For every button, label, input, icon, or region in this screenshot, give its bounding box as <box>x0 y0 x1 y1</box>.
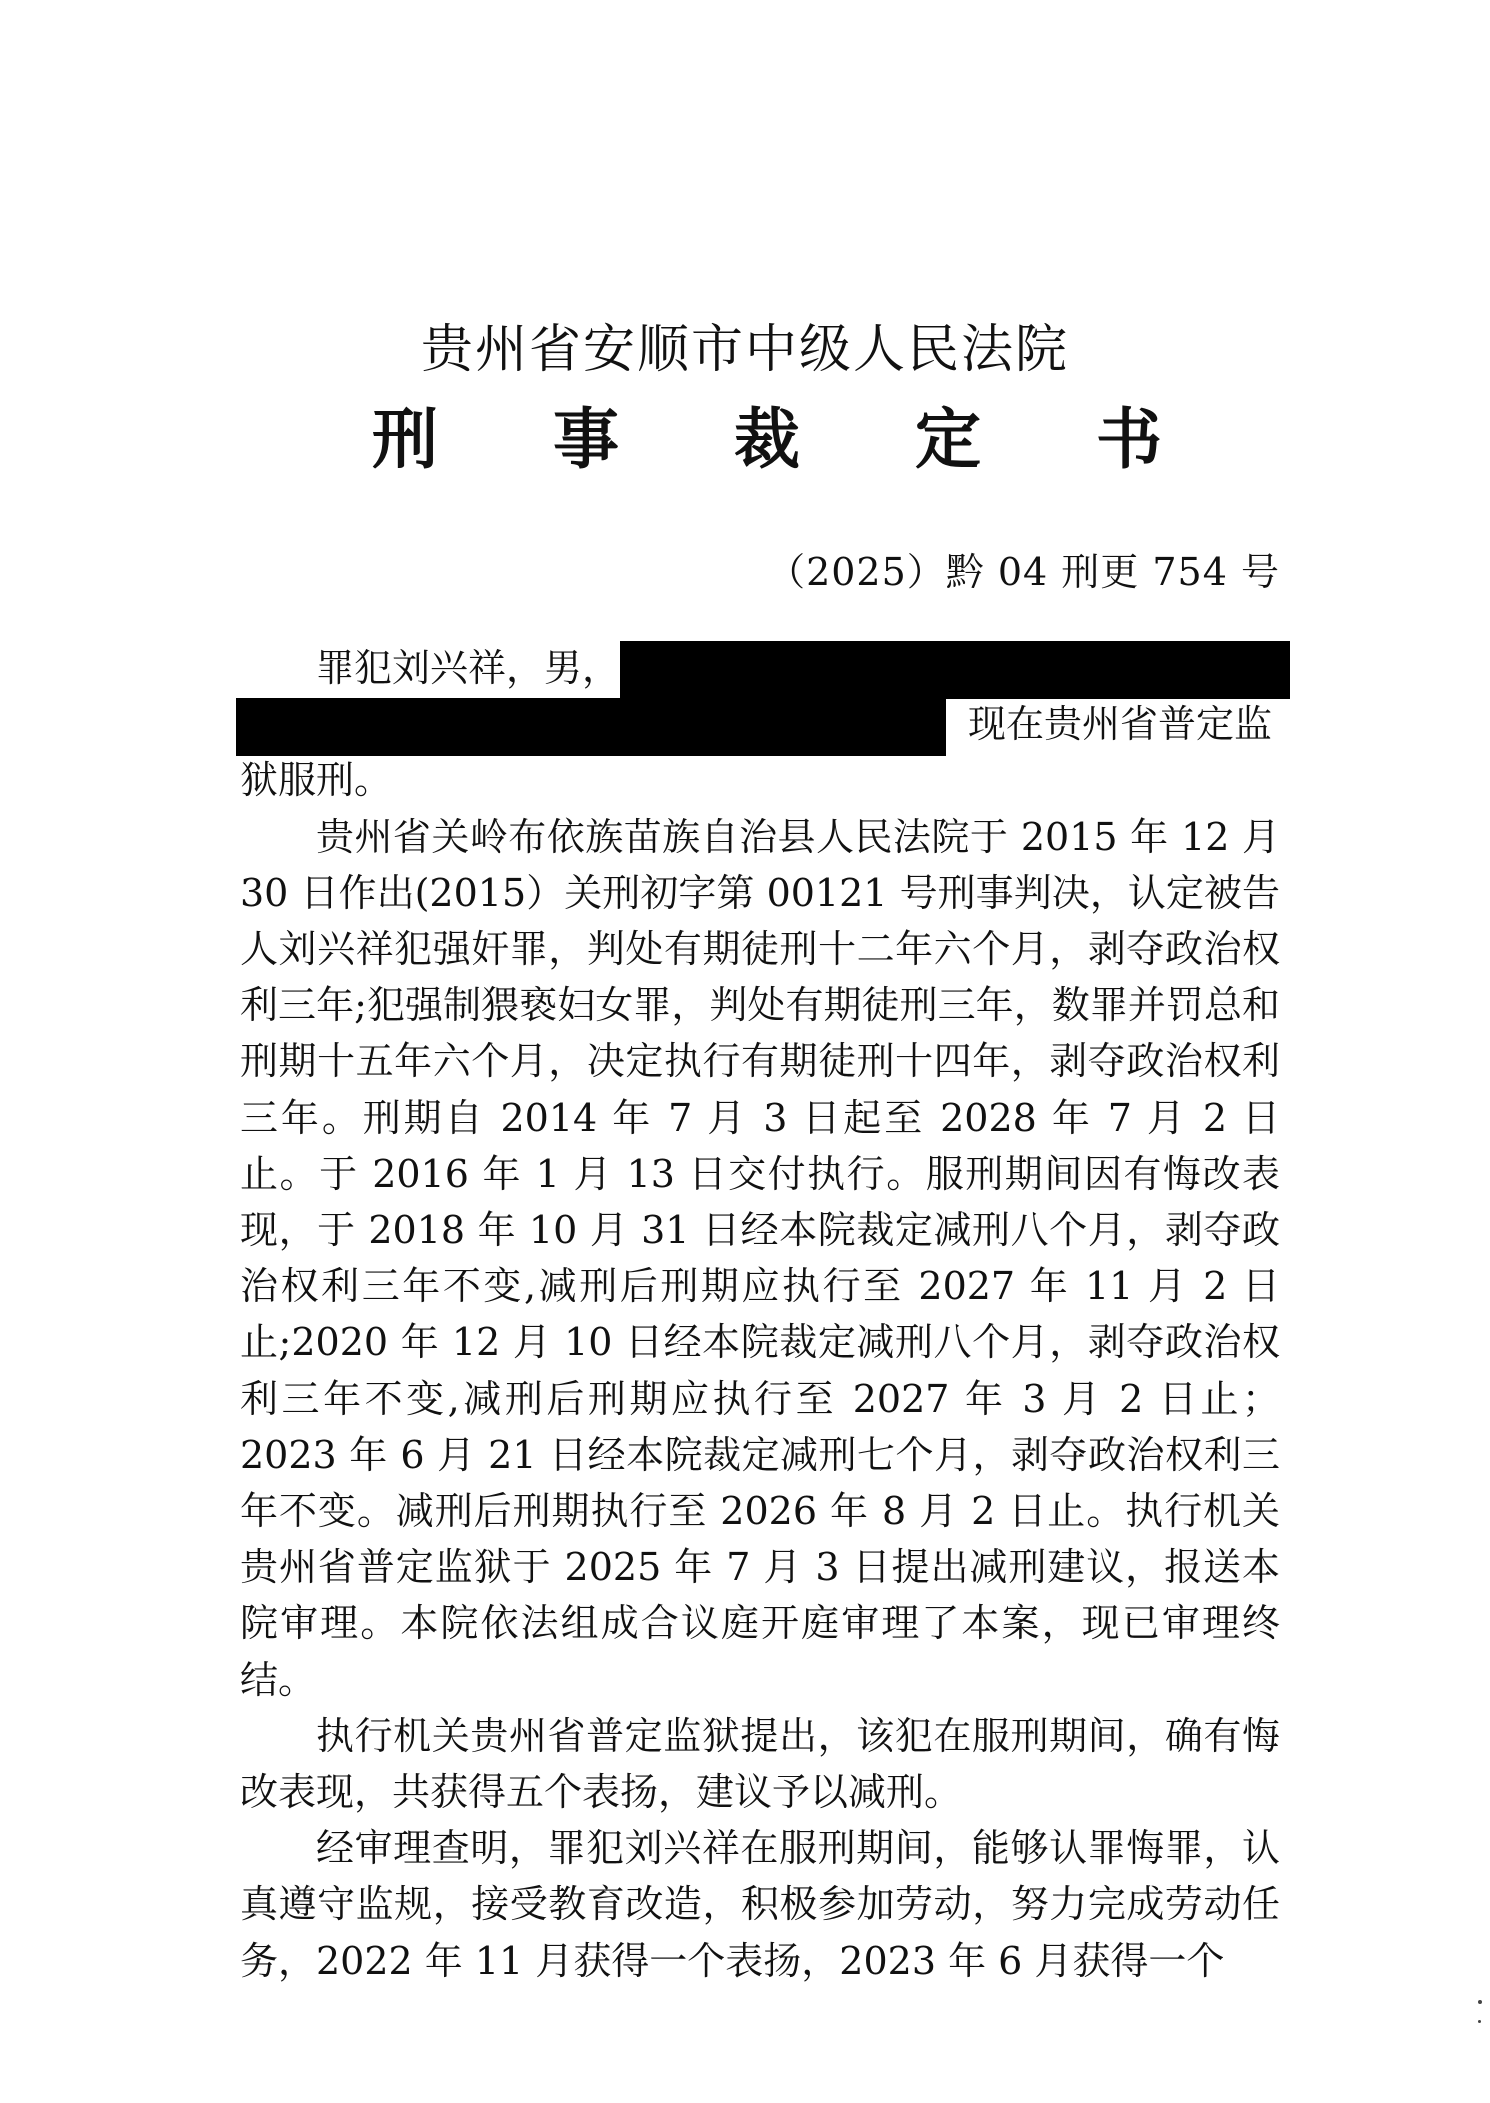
defendant-line-3: 狱服刑。 <box>240 758 393 803</box>
redaction-block <box>236 698 946 756</box>
case-number: （2025）黔 04 刑更 754 号 <box>767 550 1280 594</box>
title-char: 裁 <box>734 401 800 478</box>
court-name: 贵州省安顺市中级人民法院 <box>420 320 1069 380</box>
redaction-block <box>620 641 1290 699</box>
title-char: 书 <box>1096 401 1162 478</box>
paragraph-findings: 经审理查明，罪犯刘兴祥在服刑期间，能够认罪悔罪，认真遵守监规，接受教育改造，积极参加劳动，努力完成劳动任务，2022 年 11 月获得一个表扬，2023 年 6 月获得一个 <box>240 1826 1280 1983</box>
defendant-line-2: 现在贵州省普定监 <box>967 702 1272 747</box>
document-title <box>372 400 1162 480</box>
title-char: 定 <box>915 401 981 478</box>
scan-speck <box>1478 2000 1482 2004</box>
paragraph-proposal: 执行机关贵州省普定监狱提出，该犯在服刑期间，确有悔改表现，共获得五个表扬，建议予以减刑。 <box>240 1713 1280 1815</box>
scan-speck <box>1478 2020 1481 2023</box>
paragraph-history: 贵州省关岭布依族苗族自治县人民法院于 2015 年 12 月 30 日作出(2015）关刑初字第 00121 号刑事判决，认定被告人刘兴祥犯强奸罪，判处有期徒刑十二年六个月，剥夺政治权利三年;犯强制猥亵妇女罪，判处有期徒刑三年，数罪并罚总和刑期十五年六个月，决定执行有期徒刑十四年，剥夺政治权利三年。刑期自 2014 年 7 月 3 日起至 2028 年 7 月 2 日止。于 2016 年 1 月 13 日交付执行。服刑期间因有悔改表现，于 2018 年 10 月 31 日经本院裁定减刑八个月，剥夺政治权利三年不变,减刑后刑期应执行至 2027 年 11 月 2 日止;2020 年 12 月 10 日经本院裁定减刑八个月，剥夺政治权利三年不变,减刑后刑期应执行至 2027 年 3 月 2 日止； 2023 年 6 月 21 日经本院裁定减刑七个月，剥夺政治权利三年不变。减刑后刑期执行至 2026 年 8 月 2 日止。执行机关贵州省普定监狱于 2025 年 7 月 3 日提出减刑建议，报送本院审理。本院依法组成合议庭开庭审理了本案，现已审理终结。 <box>240 814 1280 1702</box>
defendant-line-1: 罪犯刘兴祥，男， <box>316 646 621 690</box>
document-body <box>240 640 1280 1989</box>
title-char: 刑 <box>372 401 438 478</box>
title-char: 事 <box>553 401 619 478</box>
